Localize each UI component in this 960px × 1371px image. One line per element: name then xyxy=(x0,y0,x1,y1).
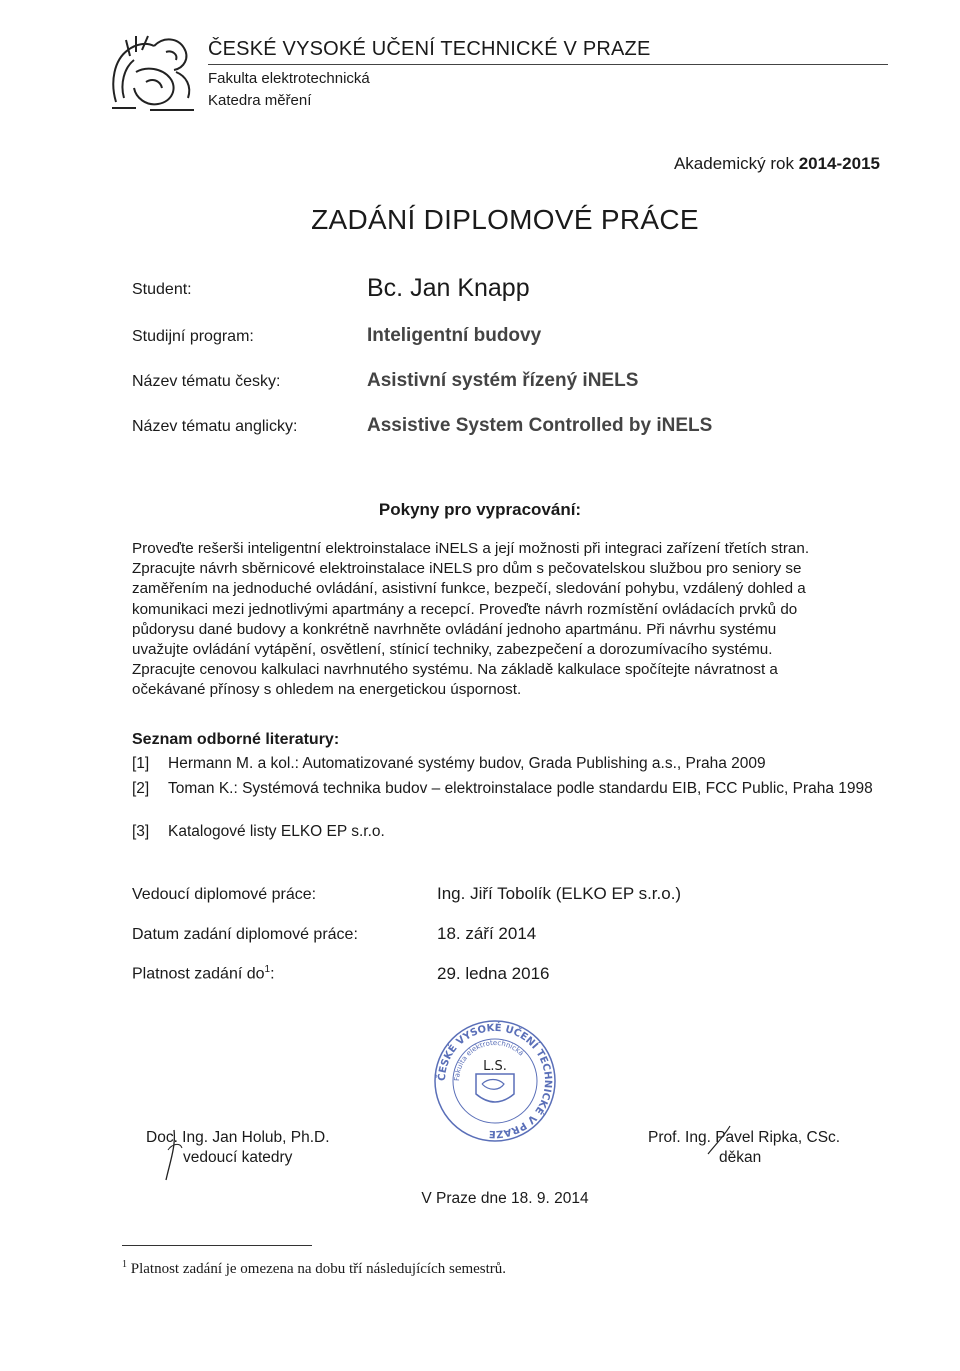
supervisor-value: Ing. Jiří Tobolík (ELKO EP s.r.o.) xyxy=(437,884,682,903)
topic-cz-value: Asistivní systém řízený iNELS xyxy=(367,370,639,391)
instructions-line: půdorysu dané budovy a konkrétně navrhněte ovládání jednoho apartmánu. Při návrhu systému xyxy=(132,620,777,638)
university-stamp-icon xyxy=(432,1018,558,1144)
footnote-text: Platnost zadání je omezena na dobu tří následujících semestrů. xyxy=(130,1261,507,1277)
student-value: Bc. Jan Knapp xyxy=(367,274,530,302)
instructions-line: komunikaci mezi jednotlivými apartmány a recepcí. Proveďte návrh rozmístění ovládacích prvků do xyxy=(132,600,798,618)
footnote-mark: 1 xyxy=(122,1259,127,1270)
head-role: vedoucí katedry xyxy=(183,1149,293,1166)
reference-text: Hermann M. a kol.: Automatizované systémy budov, Grada Publishing a.s., Praha 2009 xyxy=(168,755,766,772)
department-name: Katedra měření xyxy=(208,92,312,109)
instructions-line: Zpracujte cenovou kalkulaci navrhnutého systému. Na základě kalkulace spočítejte návratnost a xyxy=(132,661,778,679)
instructions-line: zaměřením na jednoduché ovládání, asistivní funkce, bezpečí, sledování pohybu, vzdálený dohled a xyxy=(132,580,806,598)
place-and-date: V Praze dne 18. 9. 2014 xyxy=(421,1190,589,1207)
signature-right-icon xyxy=(700,1120,740,1160)
academic-year xyxy=(674,154,880,174)
header-rule xyxy=(208,64,888,65)
reference-number: [3] xyxy=(132,823,150,840)
ctu-lion-logo-icon xyxy=(106,32,198,112)
instructions-heading: Pokyny pro vypracování: xyxy=(378,500,582,519)
university-name: ČESKÉ VYSOKÉ UČENÍ TECHNICKÉ V PRAZE xyxy=(208,38,651,60)
program-label: Studijní program: xyxy=(132,328,254,345)
stamp-ring-text: ČESKÉ VYSOKÉ UČENÍ TECHNICKÉ V PRAZE xyxy=(436,1022,554,1140)
academic-year-value: 2014-2015 xyxy=(798,154,880,173)
reference-text: Katalogové listy ELKO EP s.r.o. xyxy=(168,823,385,840)
head-name: Doc. Ing. Jan Holub, Ph.D. xyxy=(146,1129,330,1146)
assigned-date-label: Datum zadání diplomové práce: xyxy=(132,926,358,943)
academic-year-label: Akademický rok xyxy=(673,154,794,173)
topic-en-label: Název tématu anglicky: xyxy=(132,418,298,435)
instructions-line: očekávané přínosy s ohledem na energetickou úspornost. xyxy=(132,681,522,699)
supervisor-label: Vedoucí diplomové práce: xyxy=(132,886,317,903)
assigned-date-value: 18. září 2014 xyxy=(437,924,537,943)
document-title: ZADÁNÍ DIPLOMOVÉ PRÁCE xyxy=(311,204,699,235)
dean xyxy=(648,1128,840,1168)
footnote-ref: 1 xyxy=(264,964,271,975)
instructions-text xyxy=(132,539,882,701)
faculty-name: Fakulta elektrotechnická xyxy=(208,70,370,87)
footnote xyxy=(122,1259,506,1278)
student-label: Student: xyxy=(132,281,192,298)
validity-label-colon: : xyxy=(270,965,275,983)
topic-en-value: Assistive System Controlled by iNELS xyxy=(367,415,713,436)
reference-number: [1] xyxy=(132,755,150,772)
signature-left-icon xyxy=(150,1126,190,1186)
dean-name: Prof. Ing. Pavel Ripka, CSc. xyxy=(648,1129,841,1146)
validity-label xyxy=(132,964,275,983)
instructions-line: uvažujte ovládání vytápění, osvětlení, stínicí techniky, zabezpečení a dorozumívacího systému. xyxy=(132,641,773,659)
validity-value: 29. ledna 2016 xyxy=(437,964,550,983)
stamp-ls-text: L.S. xyxy=(483,1059,507,1074)
dean-role: děkan xyxy=(719,1149,762,1166)
topic-cz-label: Název tématu česky: xyxy=(132,373,281,390)
reference-number: [2] xyxy=(132,780,150,797)
program-value: Inteligentní budovy xyxy=(367,325,542,346)
footnote-rule xyxy=(122,1245,312,1246)
instructions-line: Zpracujte návrh sběrnicové elektroinstalace iNELS pro dům s pečovatelskou službou pro seniory se xyxy=(132,560,802,578)
validity-label-text: Platnost zadání do xyxy=(132,965,265,983)
stamp-inner-text: Fakulta elektrotechnická xyxy=(452,1038,526,1082)
reference-text: Toman K.: Systémová technika budov – elektroinstalace podle standardu EIB, FCC Public, Praha 1998 xyxy=(168,780,873,797)
instructions-line: Proveďte rešerši inteligentní elektroinstalace iNELS a její možnosti při integraci zařízení třetích stran. xyxy=(132,540,810,557)
literature-heading: Seznam odborné literatury: xyxy=(132,731,340,748)
